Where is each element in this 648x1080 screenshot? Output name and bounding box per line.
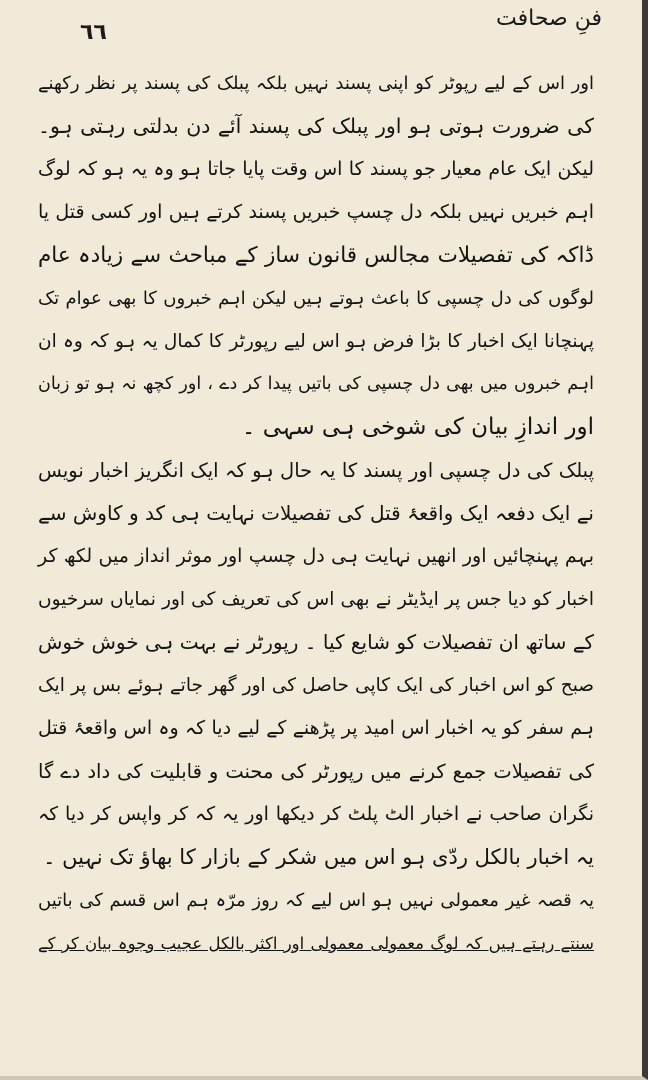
text-line: نے ایک دفعہ ایک واقعۂ قتل کی تفصیلات نہایت ہی کد و کاوش سے (38, 501, 594, 525)
text-line: پبلک کی دل چسپی اور پسند کا یہ حال ہو کہ ایک انگریز اخبار نویس (38, 459, 594, 482)
text-line: یہ قصہ غیر معمولی نہیں ہو اس لیے کہ روز مرّہ ہم اس قسم کی باتیں (38, 890, 594, 911)
text-line: ہم سفر کو یہ اخبار اس امید پر پڑھنے کے لیے دیا کہ وہ اس واقعۂ قتل (38, 717, 594, 739)
text-line: اہم خبروں میں بھی دل چسپی کی باتیں پیدا کر دے ، اور کچھ نہ ہو تو زبان (38, 374, 594, 394)
running-header (80, 6, 602, 52)
text-line: کے ساتھ ان تفصیلات کو شایع کیا ۔ رپورٹر نے بہت ہی خوش خوش (38, 630, 594, 654)
text-line: سنتے رہتے ہیں کہ لوگ معمولی معمولی اور اکثر بالکل عجیب وجوہ بیان کر کے (38, 934, 594, 953)
text-line: نگران صاحب نے اخبار الٹ پلٹ کر دیکھا اور یہ کہ کر واپس کر دیا کہ (38, 803, 594, 825)
text-line: اور اندازِ بیان کی شوخی ہی سہی ۔ (241, 414, 594, 440)
text-line: پہنچانا ایک اخبار کا بڑا فرض ہو اس لیے رپورٹر کا کمال یہ ہو کہ وہ ان (38, 331, 594, 352)
text-line: لوگوں کی دل چسپی کا باعث ہوتے ہیں لیکن اہم خبروں کا بھی عوام تک (38, 288, 594, 309)
text-line: کی ضرورت ہوتی ہو اور پبلک کی پسند آئے دن بدلتی رہتی ہو۔ (38, 114, 594, 138)
page-number: ٦٦ (80, 20, 107, 45)
text-line: اخبار کو دیا جس پر ایڈیٹر نے بھی اس کی تعریف کی اور نمایاں سرخیوں (38, 589, 594, 610)
text-line: صبح کو اس اخبار کی ایک کاپی حاصل کی اور گھر جاتے ہوئے بس پر ایک (38, 675, 594, 696)
body-text (38, 62, 594, 965)
running-title: فنِ صحافت (496, 6, 602, 31)
text-line: یہ اخبار بالکل ردّی ہو اس میں شکر کے بازار کا بھاؤ تک نہیں ۔ (43, 845, 594, 869)
text-line: اہم خبریں نہیں بلکہ دل چسپ خبریں پسند کرتے ہیں اور کسی قتل یا (38, 201, 594, 223)
text-line: اور اس کے لیے رپوٹر کو اپنی پسند نہیں بلکہ پبلک کی پسند پر نظر رکھنے (38, 73, 594, 94)
text-line: ڈاکہ کی تفصیلات مجالس قانون ساز کے مباحث سے زیادہ عام (38, 243, 594, 268)
text-line: لیکن ایک عام معیار جو پسند کا اس وقت پایا جاتا ہو وہ یہ ہو کہ لوگ (38, 158, 594, 180)
text-line: بہم پہنچائیں اور انھیں نہایت ہی دل چسپ اور موثر انداز میں لکھ کر (38, 545, 594, 567)
text-line: کی تفصیلات جمع کرنے میں رپورٹر کی محنت و قابلیت کی داد دے گا (38, 760, 594, 783)
